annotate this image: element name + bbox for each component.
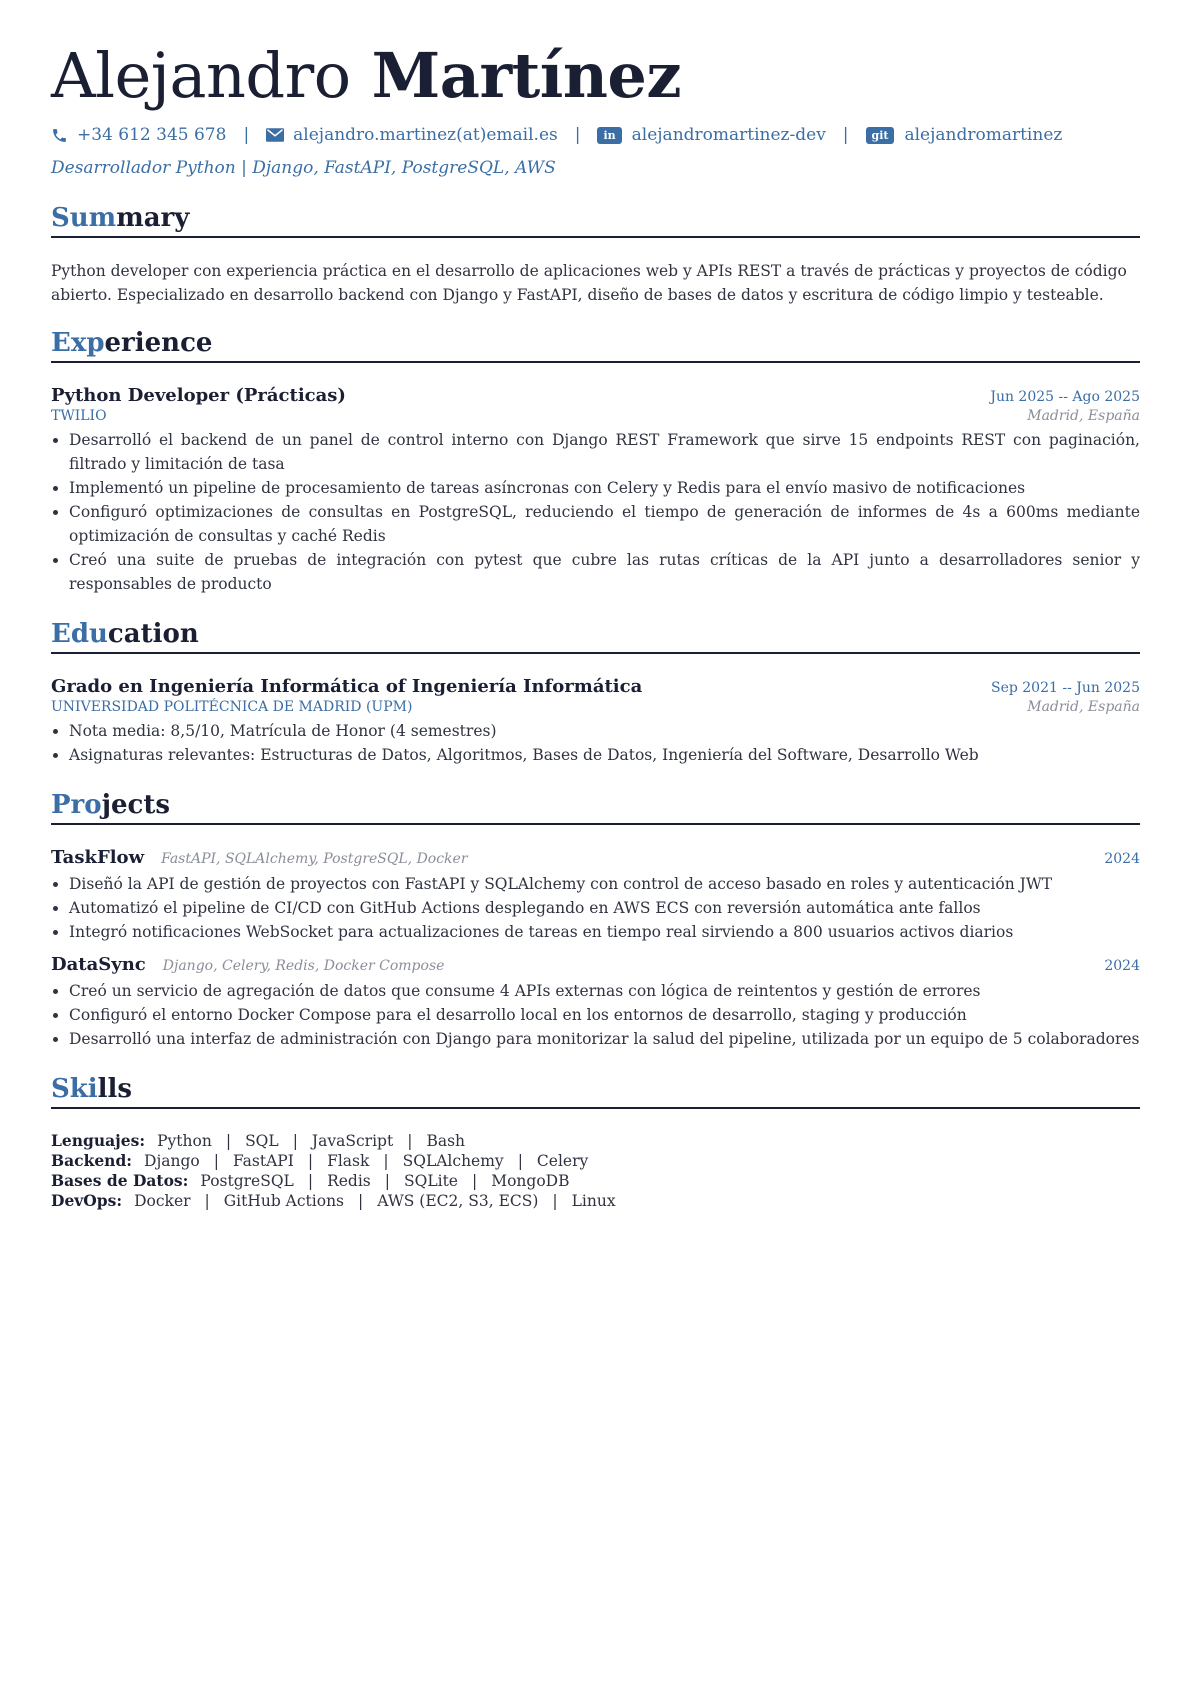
project-bullets (51, 872, 1140, 944)
contact-separator: | (243, 125, 250, 145)
list-item: • Automatizó el pipeline de CI/CD con GitHub Actions desplegando en AWS ECS con reversión automática ante fallos (69, 896, 1140, 920)
contact-separator: | (842, 125, 849, 145)
linkedin-contact[interactable] (597, 125, 825, 145)
list-item: • Nota media: 8,5/10, Matrícula de Honor (4 semestres) (69, 719, 1140, 743)
skill-item: Python (157, 1132, 212, 1150)
education-bullets (51, 719, 1140, 767)
skill-item: Docker (134, 1192, 191, 1210)
skill-item: Django (144, 1152, 200, 1170)
section-divider (51, 361, 1140, 363)
github-contact[interactable] (866, 125, 1063, 145)
skill-item: | Celery (504, 1151, 589, 1171)
skill-category: Lenguajes: (51, 1131, 146, 1150)
education-entry (51, 676, 1140, 767)
education-section (51, 618, 1140, 767)
git-icon: git (866, 127, 895, 144)
projects-section (51, 789, 1140, 1051)
skill-item: PostgreSQL (200, 1172, 294, 1190)
skill-category: Bases de Datos: (51, 1171, 189, 1190)
skill-item: | SQL (212, 1131, 279, 1151)
project-entry (51, 954, 1140, 1051)
section-title-education: Education (51, 619, 199, 649)
experience-entry (51, 385, 1140, 596)
skill-item: | JavaScript (279, 1131, 394, 1151)
project-name: DataSync (51, 954, 146, 975)
section-divider (51, 236, 1140, 238)
project-year: 2024 (1104, 851, 1140, 867)
list-item: • Configuró optimizaciones de consultas en PostgreSQL, reduciendo el tiempo de generación de informes de 4s a 600ms mediante optimización de consultas y caché Redis (69, 500, 1140, 548)
education-dates: Sep 2021 -- Jun 2025 (990, 680, 1140, 696)
skill-item: | SQLite (371, 1171, 458, 1191)
job-location: Madrid, España (1027, 408, 1140, 424)
skill-row (51, 1131, 1140, 1151)
phone-icon (51, 127, 68, 144)
skill-item: | Bash (393, 1131, 465, 1151)
list-item: • Configuró el entorno Docker Compose para el desarrollo local en los entornos de desarrollo, staging y producción (69, 1003, 1140, 1027)
section-title-summary: Summary (51, 203, 190, 233)
list-item: • Diseñó la API de gestión de proyectos con FastAPI y SQLAlchemy con control de acceso basado en roles y autenticación JWT (69, 872, 1140, 896)
phone-contact[interactable] (51, 125, 226, 145)
contact-bar (51, 122, 1140, 148)
job-bullets (51, 428, 1140, 596)
envelope-icon (266, 128, 284, 142)
last-name: Martínez (371, 39, 682, 112)
section-divider (51, 1107, 1140, 1109)
skills-section (51, 1073, 1140, 1211)
list-item: • Implementó un pipeline de procesamiento de tareas asíncronas con Celery y Redis para el envío masivo de notificaciones (69, 476, 1140, 500)
section-title-skills: Skills (51, 1074, 133, 1104)
list-item: • Creó un servicio de agregación de datos que consume 4 APIs externas con lógica de reintentos y gestión de errores (69, 979, 1140, 1003)
list-item: • Asignaturas relevantes: Estructuras de Datos, Algoritmos, Bases de Datos, Ingeniería del Software, Desarrollo Web (69, 743, 1140, 767)
phone-number: +34 612 345 678 (77, 125, 227, 145)
skill-item: | AWS (EC2, S3, ECS) (344, 1191, 538, 1211)
school-name: UNIVERSIDAD POLITÉCNICA DE MADRID (UPM) (51, 699, 413, 715)
project-bullets (51, 979, 1140, 1051)
section-divider (51, 823, 1140, 825)
job-title: Python Developer (Prácticas) (51, 385, 346, 406)
project-year: 2024 (1104, 958, 1140, 974)
project-name: TaskFlow (51, 847, 145, 868)
summary-text: Python developer con experiencia práctica en el desarrollo de aplicaciones web y APIs REST a través de prácticas y proyectos de código abierto. Especializado en desarrollo backend con Django y FastAPI, diseño de bases de datos y escritura de código limpio y testeable. (51, 262, 1127, 304)
experience-section (51, 327, 1140, 596)
project-entry (51, 847, 1140, 944)
first-name: Alejandro (51, 39, 351, 112)
degree-title: Grado en Ingeniería Informática of Ingeniería Informática (51, 676, 643, 697)
skills-list (51, 1131, 1140, 1211)
professional-headline: Desarrollador Python | Django, FastAPI, PostgreSQL, AWS (51, 158, 556, 178)
contact-separator: | (574, 125, 581, 145)
list-item: • Integró notificaciones WebSocket para actualizaciones de tareas en tiempo real sirviendo a 800 usuarios activos diarios (69, 920, 1140, 944)
skill-item: | Redis (294, 1171, 371, 1191)
skill-row (51, 1171, 1140, 1191)
project-tech: Django, Celery, Redis, Docker Compose (162, 958, 445, 974)
candidate-name (51, 36, 1140, 116)
email-address: alejandro.martinez(at)email.es (293, 125, 558, 145)
summary-section (51, 202, 1140, 307)
list-item: • Desarrolló una interfaz de administración con Django para monitorizar la salud del pipeline, utilizada por un equipo de 5 colaboradores (69, 1027, 1140, 1051)
skill-item: | MongoDB (458, 1171, 570, 1191)
project-tech: FastAPI, SQLAlchemy, PostgreSQL, Docker (161, 851, 468, 867)
skill-category: DevOps: (51, 1191, 123, 1210)
section-divider (51, 652, 1140, 654)
skill-row (51, 1151, 1140, 1171)
linkedin-icon: in (597, 127, 621, 144)
skill-item: | FastAPI (200, 1151, 294, 1171)
skill-item: | GitHub Actions (191, 1191, 344, 1211)
skill-item: | Flask (294, 1151, 370, 1171)
linkedin-handle: alejandromartinez-dev (631, 125, 826, 145)
list-item: • Creó una suite de pruebas de integración con pytest que cubre las rutas críticas de la API junto a desarrolladores senior y responsables de producto (69, 548, 1140, 596)
email-contact[interactable] (266, 125, 558, 145)
skill-item: | SQLAlchemy (369, 1151, 503, 1171)
github-handle: alejandromartinez (904, 125, 1063, 145)
school-location: Madrid, España (1027, 699, 1140, 715)
job-dates: Jun 2025 -- Ago 2025 (990, 389, 1140, 405)
skill-row (51, 1191, 1140, 1211)
section-title-projects: Projects (51, 790, 171, 820)
list-item: • Desarrolló el backend de un panel de control interno con Django REST Framework que sirve 15 endpoints REST con paginación, filtrado y limitación de tasa (69, 428, 1140, 476)
skill-category: Backend: (51, 1151, 133, 1170)
skill-item: | Linux (538, 1191, 615, 1211)
section-title-experience: Experience (51, 328, 213, 358)
company-name: TWILIO (51, 408, 107, 424)
